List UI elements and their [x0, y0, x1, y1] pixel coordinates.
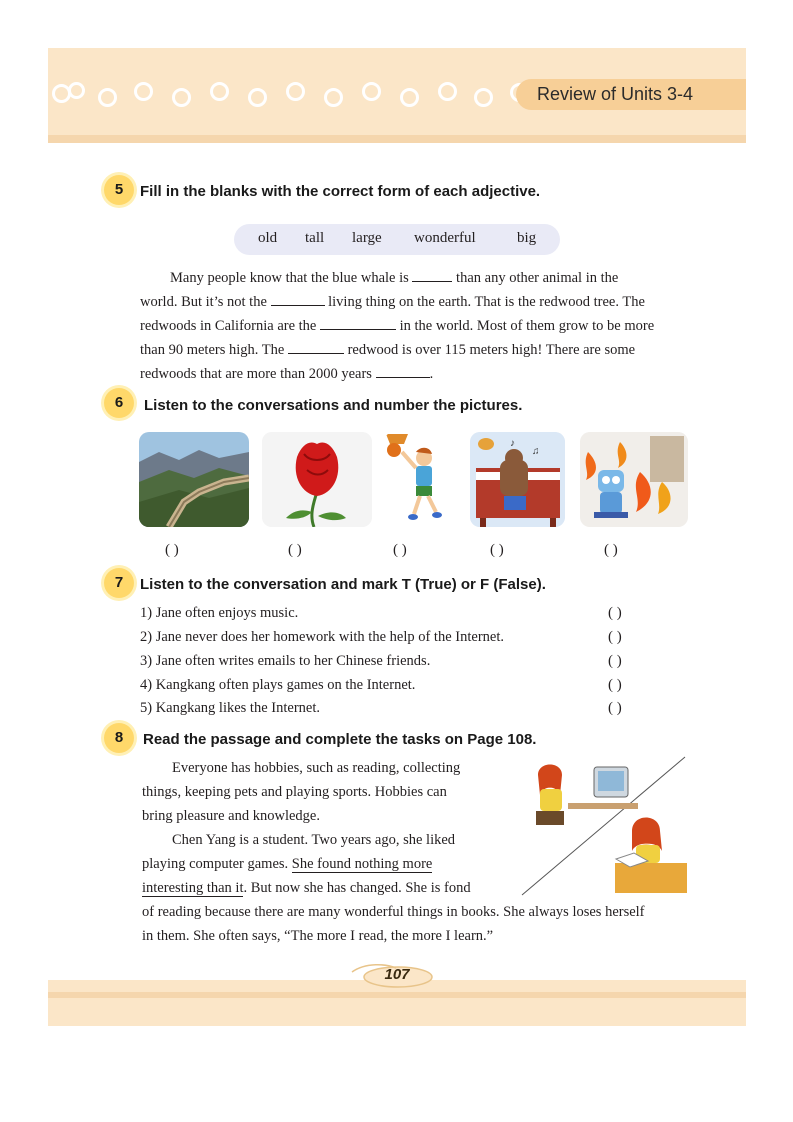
statement-5: 5) Kangkang likes the Internet. [140, 700, 320, 716]
section-6-badge: 6 [104, 388, 134, 418]
passage-text: redwoods that are more than 2000 years [140, 366, 372, 382]
passage-text: playing computer games. [142, 856, 289, 872]
decorative-rings [48, 80, 528, 110]
page-title: Review of Units 3-4 [537, 84, 694, 104]
svg-text:♫: ♫ [532, 446, 540, 457]
section-6-title: Listen to the conversations and number the pictures. [144, 397, 523, 414]
passage-line: Chen Yang is a student. Two years ago, she liked [172, 832, 456, 848]
fill-blank[interactable] [271, 291, 325, 306]
great-wall-image [139, 432, 249, 527]
true-false-blank[interactable]: ( ) [608, 700, 622, 716]
passage-text: . [429, 366, 434, 382]
passage-text: Many people know that the blue whale is [170, 270, 409, 286]
true-false-blank[interactable]: ( ) [608, 629, 622, 645]
passage-line: bring pleasure and knowledge. [142, 808, 320, 824]
passage-text: in the world. Most of them grow to be more [399, 318, 655, 334]
passage-line: in them. She often says, “The more I read, the more I learn.” [142, 928, 494, 944]
picture-number-blank[interactable]: ( ) [604, 542, 618, 558]
piano-player-image [470, 432, 565, 527]
true-false-blank[interactable]: ( ) [608, 653, 622, 669]
word-bank [234, 224, 560, 255]
statement-3: 3) Jane often writes emails to her Chinese friends. [140, 653, 431, 669]
passage-text: world. But it’s not the [140, 294, 267, 310]
hobbies-illustration [520, 755, 687, 898]
robot-fire-image [580, 432, 688, 527]
word-bank-item: large [352, 230, 382, 246]
fill-blank[interactable] [288, 339, 344, 354]
word-bank-item: old [258, 230, 278, 246]
statement-1: 1) Jane often enjoys music. [140, 605, 299, 621]
fill-blank[interactable] [412, 267, 452, 282]
underlined-sentence: She found nothing more [291, 856, 433, 872]
passage-line: of reading because there are many wonderful things in books. She always loses herself [142, 904, 645, 920]
statement-4: 4) Kangkang often plays games on the Internet. [140, 677, 416, 693]
page-number: 107 [384, 966, 410, 983]
underlined-sentence: interesting than it [142, 880, 244, 896]
header-strip [48, 135, 746, 143]
section-5-passage [140, 266, 686, 386]
passage-text: than 90 meters high. The [140, 342, 285, 358]
word-bank-item: wonderful [414, 230, 476, 246]
section-8-passage [142, 756, 510, 900]
word-bank-item: tall [305, 230, 325, 246]
section-7-badge: 7 [104, 568, 134, 598]
section-5-title: Fill in the blanks with the correct form of each adjective. [140, 183, 541, 200]
picture-number-blank[interactable]: ( ) [165, 542, 179, 558]
section-8-title: Read the passage and complete the tasks on Page 108. [143, 731, 537, 748]
section-8-passage-cont [142, 900, 688, 948]
picture-number-blank[interactable]: ( ) [288, 542, 302, 558]
true-false-blank[interactable]: ( ) [608, 677, 622, 693]
passage-line: things, keeping pets and playing sports. Hobbies can [142, 784, 447, 800]
true-false-blank[interactable]: ( ) [608, 605, 622, 621]
passage-text: . But now she has changed. She is fond [243, 880, 471, 896]
section-7-title: Listen to the conversation and mark T (True) or F (False). [140, 576, 546, 593]
basketball-player-image [384, 432, 454, 527]
passage-text: redwood is over 115 meters high! There are some [347, 342, 636, 358]
fill-blank[interactable] [320, 315, 396, 330]
passage-text: redwoods in California are the [140, 318, 317, 334]
passage-line: Everyone has hobbies, such as reading, collecting [172, 760, 461, 776]
picture-number-blank[interactable]: ( ) [490, 542, 504, 558]
picture-number-blank[interactable]: ( ) [393, 542, 407, 558]
section-5-badge: 5 [104, 175, 134, 205]
section-8-badge: 8 [104, 723, 134, 753]
word-bank-item: big [517, 230, 537, 246]
svg-text:♪: ♪ [510, 438, 515, 449]
rose-image [262, 432, 372, 527]
fill-blank[interactable] [376, 363, 430, 378]
passage-text: living thing on the earth. That is the redwood tree. The [328, 294, 645, 310]
statement-2: 2) Jane never does her homework with the help of the Internet. [140, 629, 504, 645]
footer-strip [48, 992, 746, 998]
passage-text: than any other animal in the [456, 270, 619, 286]
